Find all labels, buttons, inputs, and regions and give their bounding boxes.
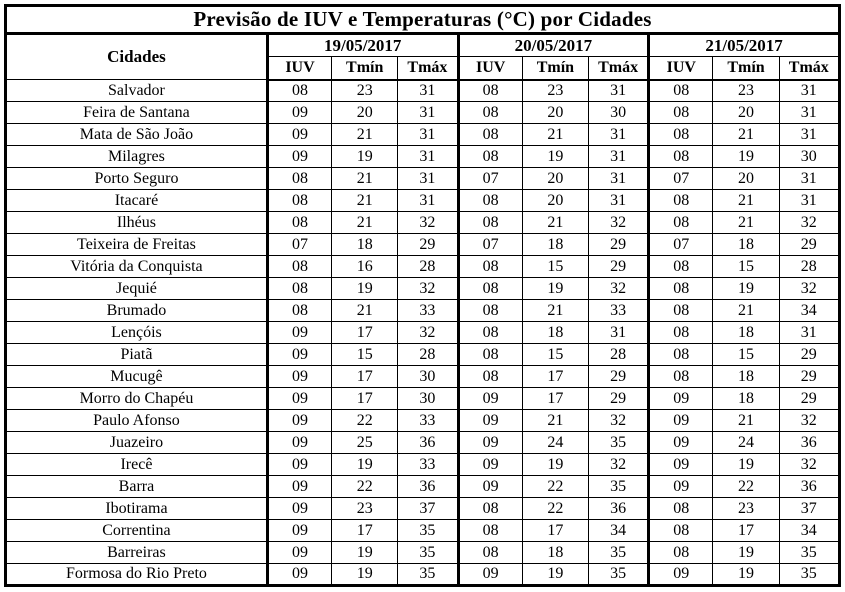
value-cell: 21 xyxy=(332,190,398,212)
value-cell: 32 xyxy=(779,212,839,234)
value-cell: 32 xyxy=(588,278,648,300)
city-cell: Jequié xyxy=(6,278,268,300)
value-cell: 31 xyxy=(779,190,839,212)
value-cell: 32 xyxy=(398,278,458,300)
column-header-tmin-1: Tmín xyxy=(332,57,398,80)
value-cell: 19 xyxy=(332,146,398,168)
city-cell: Barra xyxy=(6,476,268,498)
value-cell: 23 xyxy=(522,80,588,102)
value-cell: 08 xyxy=(458,498,522,520)
column-header-tmin-2: Tmín xyxy=(522,57,588,80)
value-cell: 32 xyxy=(779,454,839,476)
value-cell: 31 xyxy=(779,322,839,344)
value-cell: 07 xyxy=(649,234,713,256)
value-cell: 31 xyxy=(588,146,648,168)
value-cell: 20 xyxy=(713,168,779,190)
value-cell: 34 xyxy=(779,300,839,322)
value-cell: 21 xyxy=(713,212,779,234)
value-cell: 29 xyxy=(779,388,839,410)
value-cell: 08 xyxy=(649,102,713,124)
value-cell: 31 xyxy=(588,80,648,102)
value-cell: 25 xyxy=(332,432,398,454)
value-cell: 09 xyxy=(267,498,331,520)
city-cell: Mucugê xyxy=(6,366,268,388)
city-cell: Teixeira de Freitas xyxy=(6,234,268,256)
table-row xyxy=(6,542,840,564)
value-cell: 19 xyxy=(713,454,779,476)
value-cell: 09 xyxy=(267,476,331,498)
date-header-1: 19/05/2017 xyxy=(267,34,458,57)
city-cell: Juazeiro xyxy=(6,432,268,454)
table-row xyxy=(6,300,840,322)
value-cell: 22 xyxy=(332,410,398,432)
value-cell: 28 xyxy=(398,256,458,278)
value-cell: 09 xyxy=(458,410,522,432)
value-cell: 08 xyxy=(649,300,713,322)
city-cell: Salvador xyxy=(6,80,268,102)
value-cell: 31 xyxy=(398,102,458,124)
value-cell: 09 xyxy=(458,454,522,476)
table-row xyxy=(6,366,840,388)
value-cell: 31 xyxy=(398,124,458,146)
value-cell: 08 xyxy=(458,124,522,146)
value-cell: 09 xyxy=(267,322,331,344)
value-cell: 29 xyxy=(588,256,648,278)
value-cell: 36 xyxy=(779,476,839,498)
value-cell: 08 xyxy=(267,300,331,322)
value-cell: 29 xyxy=(779,366,839,388)
value-cell: 18 xyxy=(522,234,588,256)
value-cell: 08 xyxy=(649,190,713,212)
value-cell: 35 xyxy=(398,564,458,586)
value-cell: 22 xyxy=(522,498,588,520)
value-cell: 18 xyxy=(522,542,588,564)
value-cell: 35 xyxy=(779,542,839,564)
city-cell: Itacaré xyxy=(6,190,268,212)
city-cell: Porto Seguro xyxy=(6,168,268,190)
value-cell: 09 xyxy=(267,432,331,454)
value-cell: 19 xyxy=(713,542,779,564)
value-cell: 15 xyxy=(713,256,779,278)
value-cell: 18 xyxy=(713,388,779,410)
value-cell: 08 xyxy=(458,520,522,542)
table-row xyxy=(6,102,840,124)
value-cell: 19 xyxy=(522,564,588,586)
value-cell: 08 xyxy=(267,212,331,234)
table-row xyxy=(6,146,840,168)
value-cell: 19 xyxy=(713,278,779,300)
table-row xyxy=(6,234,840,256)
value-cell: 33 xyxy=(398,454,458,476)
value-cell: 35 xyxy=(588,542,648,564)
value-cell: 28 xyxy=(779,256,839,278)
value-cell: 18 xyxy=(522,322,588,344)
city-cell: Piatã xyxy=(6,344,268,366)
value-cell: 31 xyxy=(588,168,648,190)
value-cell: 31 xyxy=(398,168,458,190)
value-cell: 35 xyxy=(588,432,648,454)
column-header-cities: Cidades xyxy=(6,34,268,80)
value-cell: 19 xyxy=(522,278,588,300)
value-cell: 29 xyxy=(588,366,648,388)
value-cell: 08 xyxy=(649,212,713,234)
city-cell: Barreiras xyxy=(6,542,268,564)
city-cell: Feira de Santana xyxy=(6,102,268,124)
value-cell: 17 xyxy=(522,520,588,542)
table-row xyxy=(6,410,840,432)
value-cell: 08 xyxy=(458,146,522,168)
value-cell: 35 xyxy=(588,564,648,586)
value-cell: 16 xyxy=(332,256,398,278)
value-cell: 33 xyxy=(398,410,458,432)
value-cell: 30 xyxy=(398,366,458,388)
value-cell: 09 xyxy=(458,432,522,454)
column-header-iuv-1: IUV xyxy=(267,57,331,80)
value-cell: 36 xyxy=(398,432,458,454)
value-cell: 21 xyxy=(332,300,398,322)
value-cell: 07 xyxy=(267,234,331,256)
value-cell: 35 xyxy=(398,520,458,542)
value-cell: 35 xyxy=(398,542,458,564)
city-cell: Milagres xyxy=(6,146,268,168)
table-row xyxy=(6,278,840,300)
table-row xyxy=(6,454,840,476)
value-cell: 22 xyxy=(522,476,588,498)
value-cell: 08 xyxy=(649,498,713,520)
value-cell: 20 xyxy=(713,102,779,124)
column-header-tmax-1: Tmáx xyxy=(398,57,458,80)
value-cell: 18 xyxy=(713,322,779,344)
value-cell: 32 xyxy=(398,322,458,344)
value-cell: 23 xyxy=(332,80,398,102)
forecast-table xyxy=(4,4,841,587)
value-cell: 33 xyxy=(588,300,648,322)
value-cell: 29 xyxy=(779,344,839,366)
value-cell: 08 xyxy=(267,256,331,278)
value-cell: 08 xyxy=(458,344,522,366)
date-header-2: 20/05/2017 xyxy=(458,34,649,57)
value-cell: 08 xyxy=(649,542,713,564)
value-cell: 22 xyxy=(713,476,779,498)
column-header-tmin-3: Tmín xyxy=(713,57,779,80)
city-cell: Irecê xyxy=(6,454,268,476)
value-cell: 08 xyxy=(649,256,713,278)
value-cell: 08 xyxy=(458,256,522,278)
value-cell: 20 xyxy=(522,102,588,124)
value-cell: 21 xyxy=(332,168,398,190)
value-cell: 21 xyxy=(522,124,588,146)
value-cell: 08 xyxy=(458,212,522,234)
value-cell: 28 xyxy=(398,344,458,366)
value-cell: 09 xyxy=(267,124,331,146)
value-cell: 30 xyxy=(588,102,648,124)
date-header-row xyxy=(6,34,840,57)
value-cell: 30 xyxy=(779,146,839,168)
value-cell: 23 xyxy=(713,80,779,102)
value-cell: 31 xyxy=(588,124,648,146)
value-cell: 17 xyxy=(713,520,779,542)
value-cell: 19 xyxy=(332,542,398,564)
value-cell: 09 xyxy=(267,520,331,542)
table-row xyxy=(6,256,840,278)
value-cell: 08 xyxy=(458,542,522,564)
value-cell: 08 xyxy=(458,190,522,212)
column-header-tmax-3: Tmáx xyxy=(779,57,839,80)
value-cell: 09 xyxy=(458,564,522,586)
value-cell: 17 xyxy=(332,366,398,388)
value-cell: 32 xyxy=(398,212,458,234)
value-cell: 07 xyxy=(458,234,522,256)
value-cell: 35 xyxy=(779,564,839,586)
value-cell: 32 xyxy=(588,410,648,432)
city-cell: Mata de São João xyxy=(6,124,268,146)
value-cell: 15 xyxy=(332,344,398,366)
value-cell: 23 xyxy=(332,498,398,520)
value-cell: 37 xyxy=(779,498,839,520)
value-cell: 09 xyxy=(458,388,522,410)
value-cell: 19 xyxy=(332,454,398,476)
value-cell: 09 xyxy=(649,432,713,454)
value-cell: 09 xyxy=(649,564,713,586)
value-cell: 08 xyxy=(458,300,522,322)
value-cell: 36 xyxy=(588,498,648,520)
value-cell: 32 xyxy=(588,212,648,234)
value-cell: 07 xyxy=(649,168,713,190)
table-row xyxy=(6,212,840,234)
table-row xyxy=(6,190,840,212)
column-header-iuv-2: IUV xyxy=(458,57,522,80)
value-cell: 32 xyxy=(588,454,648,476)
value-cell: 28 xyxy=(588,344,648,366)
value-cell: 31 xyxy=(588,190,648,212)
value-cell: 09 xyxy=(267,542,331,564)
value-cell: 17 xyxy=(332,388,398,410)
value-cell: 08 xyxy=(649,146,713,168)
value-cell: 19 xyxy=(522,146,588,168)
table-row xyxy=(6,344,840,366)
title-row xyxy=(6,6,840,34)
value-cell: 35 xyxy=(588,476,648,498)
value-cell: 36 xyxy=(398,476,458,498)
column-header-tmax-2: Tmáx xyxy=(588,57,648,80)
page-title: Previsão de IUV e Temperaturas (°C) por Cidades xyxy=(6,6,840,34)
value-cell: 18 xyxy=(713,366,779,388)
value-cell: 09 xyxy=(267,344,331,366)
value-cell: 08 xyxy=(649,366,713,388)
value-cell: 09 xyxy=(267,410,331,432)
value-cell: 19 xyxy=(332,278,398,300)
value-cell: 09 xyxy=(458,476,522,498)
value-cell: 17 xyxy=(332,322,398,344)
value-cell: 19 xyxy=(332,564,398,586)
value-cell: 21 xyxy=(522,300,588,322)
value-cell: 08 xyxy=(649,278,713,300)
value-cell: 31 xyxy=(588,322,648,344)
city-cell: Paulo Afonso xyxy=(6,410,268,432)
value-cell: 18 xyxy=(713,234,779,256)
city-cell: Ilhéus xyxy=(6,212,268,234)
table-row xyxy=(6,80,840,102)
city-cell: Correntina xyxy=(6,520,268,542)
value-cell: 31 xyxy=(779,102,839,124)
value-cell: 09 xyxy=(267,366,331,388)
table-row xyxy=(6,520,840,542)
value-cell: 31 xyxy=(398,80,458,102)
value-cell: 07 xyxy=(458,168,522,190)
table-row xyxy=(6,432,840,454)
value-cell: 21 xyxy=(713,190,779,212)
value-cell: 21 xyxy=(713,124,779,146)
value-cell: 21 xyxy=(332,212,398,234)
value-cell: 08 xyxy=(458,80,522,102)
value-cell: 21 xyxy=(713,300,779,322)
value-cell: 32 xyxy=(779,278,839,300)
value-cell: 15 xyxy=(522,344,588,366)
value-cell: 08 xyxy=(267,168,331,190)
value-cell: 19 xyxy=(713,146,779,168)
value-cell: 22 xyxy=(332,476,398,498)
value-cell: 09 xyxy=(649,476,713,498)
value-cell: 15 xyxy=(713,344,779,366)
table-row xyxy=(6,564,840,586)
value-cell: 09 xyxy=(267,102,331,124)
value-cell: 09 xyxy=(649,454,713,476)
value-cell: 29 xyxy=(779,234,839,256)
date-header-3: 21/05/2017 xyxy=(649,34,840,57)
value-cell: 17 xyxy=(522,388,588,410)
value-cell: 15 xyxy=(522,256,588,278)
value-cell: 31 xyxy=(398,190,458,212)
city-cell: Morro do Chapéu xyxy=(6,388,268,410)
value-cell: 08 xyxy=(649,322,713,344)
city-cell: Ibotirama xyxy=(6,498,268,520)
value-cell: 31 xyxy=(779,168,839,190)
value-cell: 08 xyxy=(649,344,713,366)
table-row xyxy=(6,168,840,190)
table-row xyxy=(6,498,840,520)
value-cell: 19 xyxy=(522,454,588,476)
value-cell: 09 xyxy=(649,410,713,432)
table-row xyxy=(6,388,840,410)
value-cell: 08 xyxy=(267,190,331,212)
value-cell: 37 xyxy=(398,498,458,520)
city-cell: Formosa do Rio Preto xyxy=(6,564,268,586)
value-cell: 34 xyxy=(779,520,839,542)
value-cell: 08 xyxy=(649,520,713,542)
value-cell: 23 xyxy=(713,498,779,520)
table-row xyxy=(6,124,840,146)
value-cell: 08 xyxy=(458,366,522,388)
value-cell: 09 xyxy=(649,388,713,410)
value-cell: 08 xyxy=(649,80,713,102)
value-cell: 21 xyxy=(522,212,588,234)
city-cell: Vitória da Conquista xyxy=(6,256,268,278)
value-cell: 21 xyxy=(332,124,398,146)
value-cell: 24 xyxy=(713,432,779,454)
value-cell: 09 xyxy=(267,388,331,410)
value-cell: 19 xyxy=(713,564,779,586)
value-cell: 09 xyxy=(267,454,331,476)
value-cell: 21 xyxy=(713,410,779,432)
table-row xyxy=(6,322,840,344)
value-cell: 08 xyxy=(649,124,713,146)
value-cell: 17 xyxy=(522,366,588,388)
value-cell: 29 xyxy=(398,234,458,256)
value-cell: 33 xyxy=(398,300,458,322)
value-cell: 08 xyxy=(458,102,522,124)
table-row xyxy=(6,476,840,498)
value-cell: 09 xyxy=(267,146,331,168)
value-cell: 08 xyxy=(458,278,522,300)
city-cell: Brumado xyxy=(6,300,268,322)
value-cell: 31 xyxy=(398,146,458,168)
value-cell: 20 xyxy=(522,168,588,190)
value-cell: 32 xyxy=(779,410,839,432)
value-cell: 29 xyxy=(588,234,648,256)
value-cell: 34 xyxy=(588,520,648,542)
value-cell: 29 xyxy=(588,388,648,410)
value-cell: 24 xyxy=(522,432,588,454)
value-cell: 20 xyxy=(332,102,398,124)
column-header-iuv-3: IUV xyxy=(649,57,713,80)
value-cell: 30 xyxy=(398,388,458,410)
value-cell: 31 xyxy=(779,80,839,102)
value-cell: 20 xyxy=(522,190,588,212)
value-cell: 17 xyxy=(332,520,398,542)
value-cell: 18 xyxy=(332,234,398,256)
value-cell: 08 xyxy=(267,278,331,300)
value-cell: 08 xyxy=(458,322,522,344)
value-cell: 31 xyxy=(779,124,839,146)
value-cell: 08 xyxy=(267,80,331,102)
city-cell: Lençóis xyxy=(6,322,268,344)
value-cell: 21 xyxy=(522,410,588,432)
value-cell: 36 xyxy=(779,432,839,454)
value-cell: 09 xyxy=(267,564,331,586)
